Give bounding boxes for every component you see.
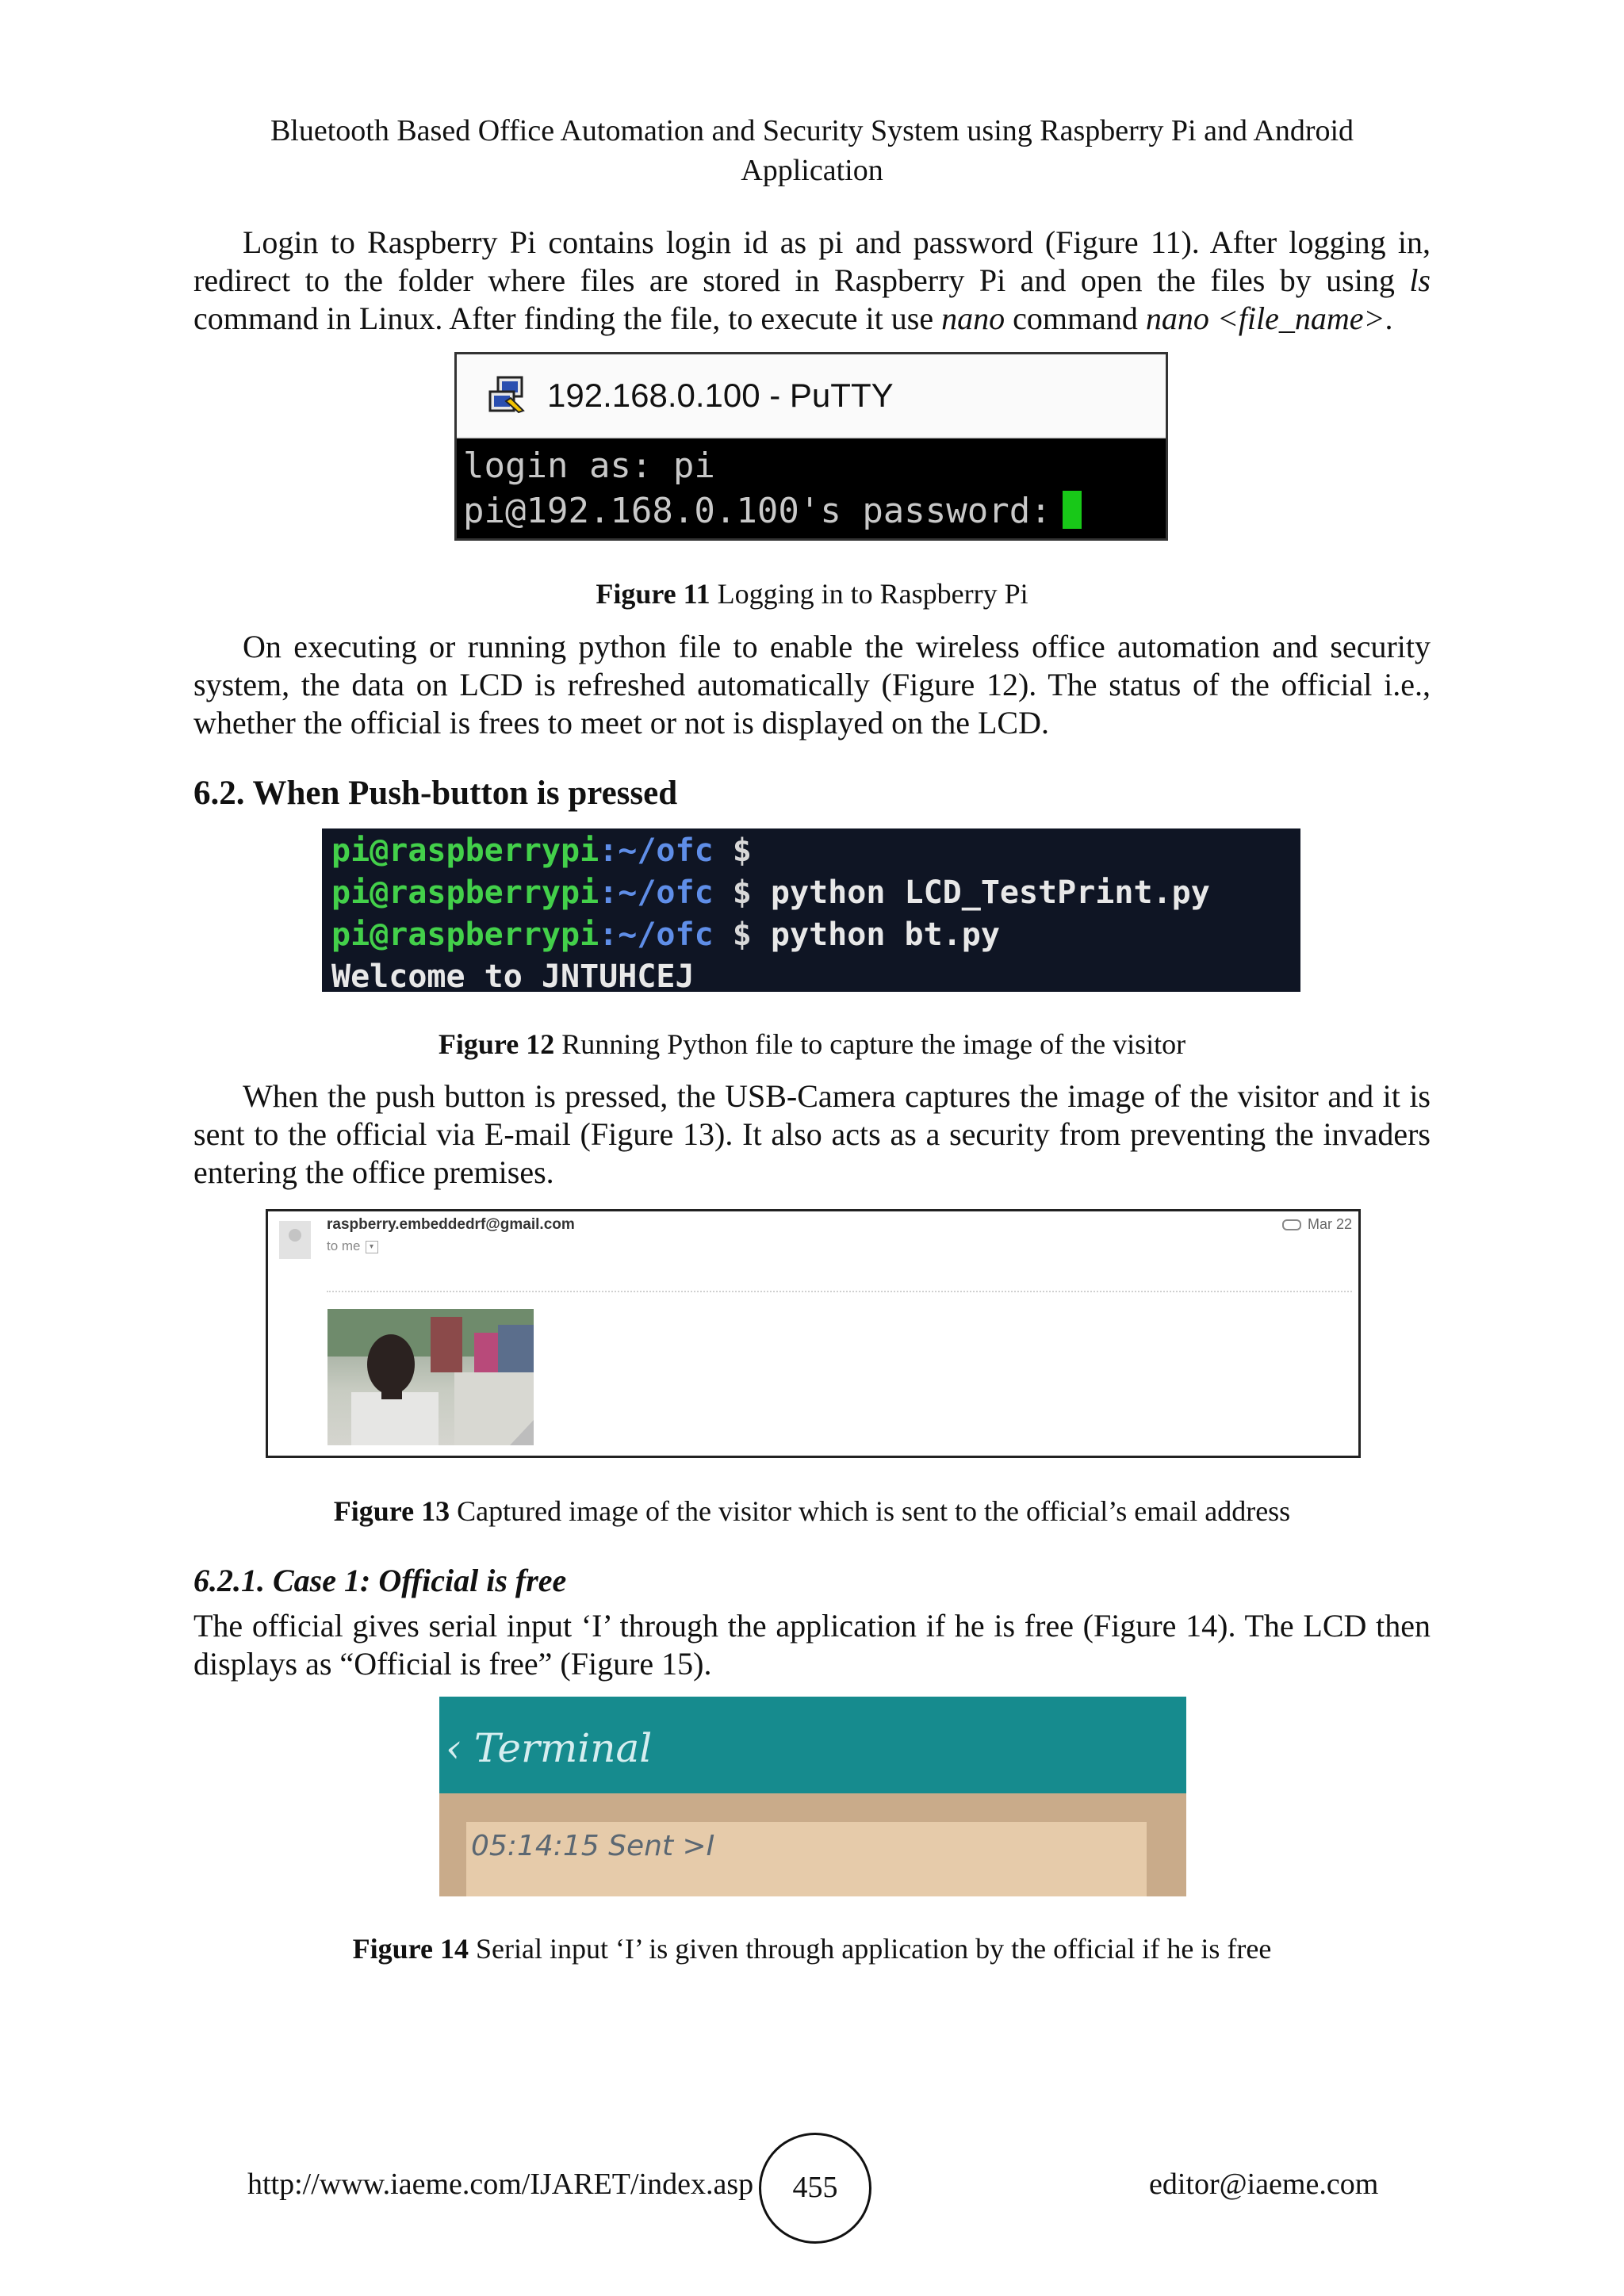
running-head-line2: Application bbox=[741, 154, 883, 187]
page-number: 455 bbox=[759, 2133, 871, 2244]
chevron-down-icon: ▾ bbox=[366, 1241, 378, 1253]
figure-14-caption-text: Serial input ‘I’ is given through application by the official if he is free bbox=[468, 1933, 1272, 1965]
paragraph-login-text4: . bbox=[1385, 300, 1393, 336]
putty-password-prompt: pi@192.168.0.100's password: bbox=[463, 491, 1051, 531]
app-title-text: Terminal bbox=[473, 1725, 653, 1771]
putty-terminal bbox=[457, 438, 1166, 538]
paragraph-login-text2: command in Linux. After finding the file, to execute it use bbox=[193, 300, 942, 336]
paragraph-official-free: The official gives serial input ‘I’ through the application if he is free (Figure 14). The LCD then displays as “Official is free” (Figure 15). bbox=[193, 1608, 1431, 1682]
figure-11-caption bbox=[0, 576, 1624, 611]
figure-12-caption bbox=[0, 1027, 1624, 1062]
figure-11-label: Figure 11 bbox=[596, 578, 710, 610]
visitor-photo bbox=[327, 1309, 534, 1445]
figure-11-putty-window bbox=[454, 352, 1168, 541]
figure-13-email bbox=[266, 1209, 1361, 1458]
figure-14-label: Figure 14 bbox=[352, 1933, 469, 1965]
paragraph-login-text3: command bbox=[1005, 300, 1146, 336]
figure-14-terminal-app bbox=[439, 1697, 1186, 1896]
putty-line-password bbox=[463, 488, 1159, 534]
email-divider bbox=[327, 1291, 1352, 1292]
paragraph-login-text: Login to Raspberry Pi contains login id as pi and password (Figure 11). After logging in, redirect to the folder where files are stored in Raspberry Pi and open the files by using bbox=[193, 224, 1431, 298]
command-lcd-testprint: python LCD_TestPrint.py bbox=[751, 874, 1210, 911]
nano-command: nano bbox=[941, 300, 1005, 336]
email-to: to me bbox=[327, 1238, 361, 1253]
prompt-dollar: $ bbox=[713, 832, 752, 869]
footer-email[interactable]: editor@iaeme.com bbox=[1149, 2168, 1379, 2201]
terminal-cursor bbox=[1063, 491, 1082, 529]
running-head-line1: Bluetooth Based Office Automation and Security System using Raspberry Pi and Android bbox=[270, 114, 1354, 147]
email-date bbox=[1282, 1216, 1352, 1233]
ls-command: ls bbox=[1409, 262, 1431, 298]
prompt-user: pi@raspberrypi bbox=[331, 832, 599, 869]
paragraph-executing: On executing or running python file to enable the wireless office automation and security system, the data on LCD is refreshed automatically (Figure 12). The status of the official i.e., whether the official is frees to meet or not is displayed on the LCD. bbox=[193, 629, 1431, 740]
email-recipient bbox=[327, 1238, 378, 1254]
email-date-text: Mar 22 bbox=[1307, 1216, 1352, 1232]
figure-13-caption bbox=[0, 1494, 1624, 1529]
email-sender: raspberry.embeddedrf@gmail.com bbox=[327, 1216, 575, 1233]
figure-13-caption-text: Captured image of the visitor which is sent to the official’s email address bbox=[450, 1495, 1291, 1527]
app-log-line: 05:14:15 Sent >I bbox=[471, 1830, 715, 1862]
command-bt: python bt.py bbox=[751, 916, 1000, 953]
putty-line-login: login as: pi bbox=[463, 446, 715, 486]
figure-11-caption-text: Logging in to Raspberry Pi bbox=[710, 578, 1028, 610]
footer-url[interactable]: http://www.iaeme.com/IJARET/index.asp bbox=[247, 2168, 754, 2201]
prompt-path: :~/ofc bbox=[599, 874, 714, 911]
figure-12-label: Figure 12 bbox=[438, 1028, 555, 1060]
term-line-4: Welcome to JNTUHCEJ bbox=[331, 959, 695, 992]
app-toolbar bbox=[439, 1697, 1186, 1793]
paragraph-login bbox=[193, 224, 1431, 338]
term-line-1 bbox=[331, 830, 1291, 872]
figure-12-terminal bbox=[322, 828, 1300, 992]
running-head bbox=[0, 111, 1624, 190]
avatar bbox=[279, 1221, 311, 1259]
section-heading-6-2: 6.2. When Push-button is pressed bbox=[193, 775, 678, 812]
figure-14-caption bbox=[0, 1931, 1624, 1966]
nano-file-command: nano <file_name> bbox=[1145, 300, 1385, 336]
prompt-path: :~/ofc bbox=[599, 832, 714, 869]
prompt-user: pi@raspberrypi bbox=[331, 916, 599, 953]
term-line-2 bbox=[331, 872, 1291, 914]
putty-window-title: 192.168.0.100 - PuTTY bbox=[547, 377, 894, 414]
figure-12-caption-text: Running Python file to capture the image of the visitor bbox=[554, 1028, 1186, 1060]
attachment-icon bbox=[1282, 1219, 1301, 1230]
app-title bbox=[446, 1725, 652, 1771]
putty-titlebar bbox=[457, 354, 1166, 438]
prompt-user: pi@raspberrypi bbox=[331, 874, 599, 911]
subsection-heading-6-2-1: 6.2.1. Case 1: Official is free bbox=[193, 1563, 567, 1598]
back-chevron-icon: ‹ bbox=[446, 1725, 462, 1771]
term-line-3 bbox=[331, 914, 1291, 956]
paragraph-push-button: When the push button is pressed, the USB-Camera captures the image of the visitor and it is sent to the official via E-mail (Figure 13). It also acts as a security from preventing the invaders entering the office premises. bbox=[193, 1078, 1431, 1190]
prompt-dollar: $ bbox=[713, 874, 752, 911]
figure-13-label: Figure 13 bbox=[333, 1495, 450, 1527]
putty-icon bbox=[487, 374, 530, 417]
visitor-photo-drawing bbox=[327, 1309, 534, 1445]
prompt-dollar: $ bbox=[713, 916, 752, 953]
prompt-path: :~/ofc bbox=[599, 916, 714, 953]
